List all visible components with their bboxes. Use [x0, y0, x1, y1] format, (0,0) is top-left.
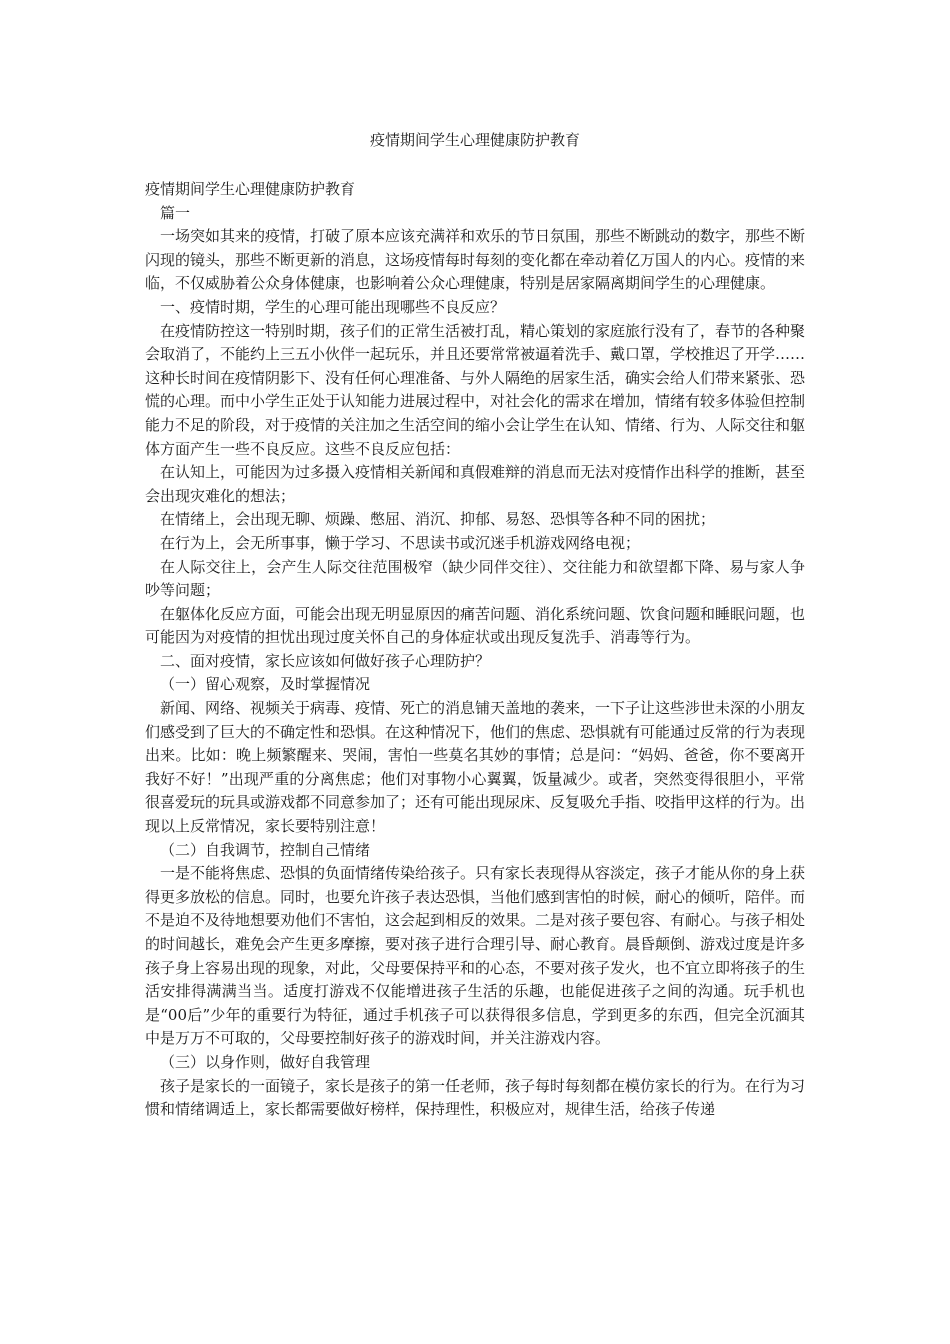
paragraph: 一场突如其来的疫情，打破了原本应该充满祥和欢乐的节日氛围，那些不断跳动的数字，那些不断闪现的镜头，那些不断更新的消息，这场疫情每时每刻的变化都在牵动着亿万国人的内心。疫情的来临，不仅威胁着公众身体健康，也影响着公众心理健康，特别是居家隔离期间学生的心理健康。: [145, 227, 806, 293]
section-heading: 二、面对疫情，家长应该如何做好孩子心理防护？: [160, 651, 491, 670]
paragraph-section-label: 篇一: [160, 203, 191, 222]
document-title: 疫情期间学生心理健康防护教育: [369, 131, 580, 149]
paragraph: 孩子是家长的一面镜子，家长是孩子的第一任老师，孩子每时每刻都在模仿家长的行为。在行为习惯和情绪调适上，家长都需要做好榜样，保持理性，积极应对，规律生活，给孩子传递: [145, 1076, 806, 1119]
subsection-heading: （一）留心观察，及时掌握情况: [160, 675, 371, 694]
document-body: [145, 178, 805, 1122]
paragraph: 在行为上，会无所事事，懒于学习、不思读书或沉迷手机游戏网络电视；: [160, 533, 641, 552]
subsection-heading: （三）以身作则，做好自我管理: [160, 1052, 371, 1071]
paragraph: 在躯体化反应方面，可能会出现无明显原因的痛苦问题、消化系统问题、饮食问题和睡眠问题，也可能因为对疫情的担忧出现过度关怀自己的身体症状或出现反复洗手、消毒等行为。: [145, 604, 806, 647]
paragraph: 新闻、网络、视频关于病毒、疫情、死亡的消息铺天盖地的袭来，一下子让这些涉世未深的小朋友们感受到了巨大的不确定性和恐惧。在这种情况下，他们的焦虑、恐惧就有可能通过反常的行为表现出来。比如：晚上频繁醒来、哭闹，害怕一些莫名其妙的事情；总是问：“妈妈、爸爸，你不要离开我好不好！”出现严重的分离焦虑；他们对事物小心翼翼，饭量减少。或者，突然变得很胆小，平常很喜爱玩的玩具或游戏都不同意参加了；还有可能出现尿床、反复吸允手指、咬指甲这样的行为。出现以上反常情况，家长要特别注意！: [145, 699, 806, 836]
paragraph: 在人际交往上，会产生人际交往范围极窄（缺少同伴交往）、交往能力和欲望都下降、易与家人争吵等问题；: [145, 557, 805, 600]
paragraph: 在疫情防控这一特别时期，孩子们的正常生活被打乱，精心策划的家庭旅行没有了，春节的各种聚会取消了，不能约上三五小伙伴一起玩乐，并且还要常常被逼着洗手、戴口罩，学校推迟了开学……这种长时间在疫情阴影下、没有任何心理准备、与外人隔绝的居家生活，确实会给人们带来紧张、恐慌的心理。而中小学生正处于认知能力进展过程中，对社会化的需求在增加，情绪有较多体验但控制能力不足的阶段，对于疫情的关注加之生活空间的缩小会让学生在认知、情绪、行为、人际交往和躯体方面产生一些不良反应。这些不良反应包括：: [145, 321, 806, 458]
paragraph: 在认知上，可能因为过多摄入疫情相关新闻和真假难辩的消息而无法对疫情作出科学的推断，甚至会出现灾难化的想法；: [145, 463, 806, 505]
paragraph: 一是不能将焦虑、恐惧的负面情绪传染给孩子。只有家长表现得从容淡定，孩子才能从你的身上获得更多放松的信息。同时，也要允许孩子表达恐惧，当他们感到害怕的时候，耐心的倾听，陪伴。而不是迫不及待地想要劝他们不害怕，这会起到相反的效果。二是对孩子要包容、有耐心。与孩子相处的时间越长，难免会产生更多摩擦，要对孩子进行合理引导、耐心教育。晨昏颠倒、游戏过度是许多孩子身上容易出现的现象，对此，父母要保持平和的心态，不要对孩子发火，也不宜立即将孩子的生活安排得满满当当。适度打游戏不仅能增进孩子生活的乐趣，也能促进孩子之间的沟通。玩手机也是“00后”少年的重要行为特征，通过手机孩子可以获得很多信息，学到更多的东西，但完全沉湎其中是万万不可取的，父母要控制好孩子的游戏时间，并关注游戏内容。: [145, 864, 806, 1048]
section-heading: 一、疫情时期，学生的心理可能出现哪些不良反应？: [160, 297, 506, 316]
subsection-heading: （二）自我调节，控制自己情绪: [160, 840, 371, 859]
paragraph-heading: 疫情期间学生心理健康防护教育: [145, 180, 356, 198]
paragraph: 在情绪上，会出现无聊、烦躁、憋屈、消沉、抑郁、易怒、恐惧等各种不同的困扰；: [160, 510, 716, 529]
